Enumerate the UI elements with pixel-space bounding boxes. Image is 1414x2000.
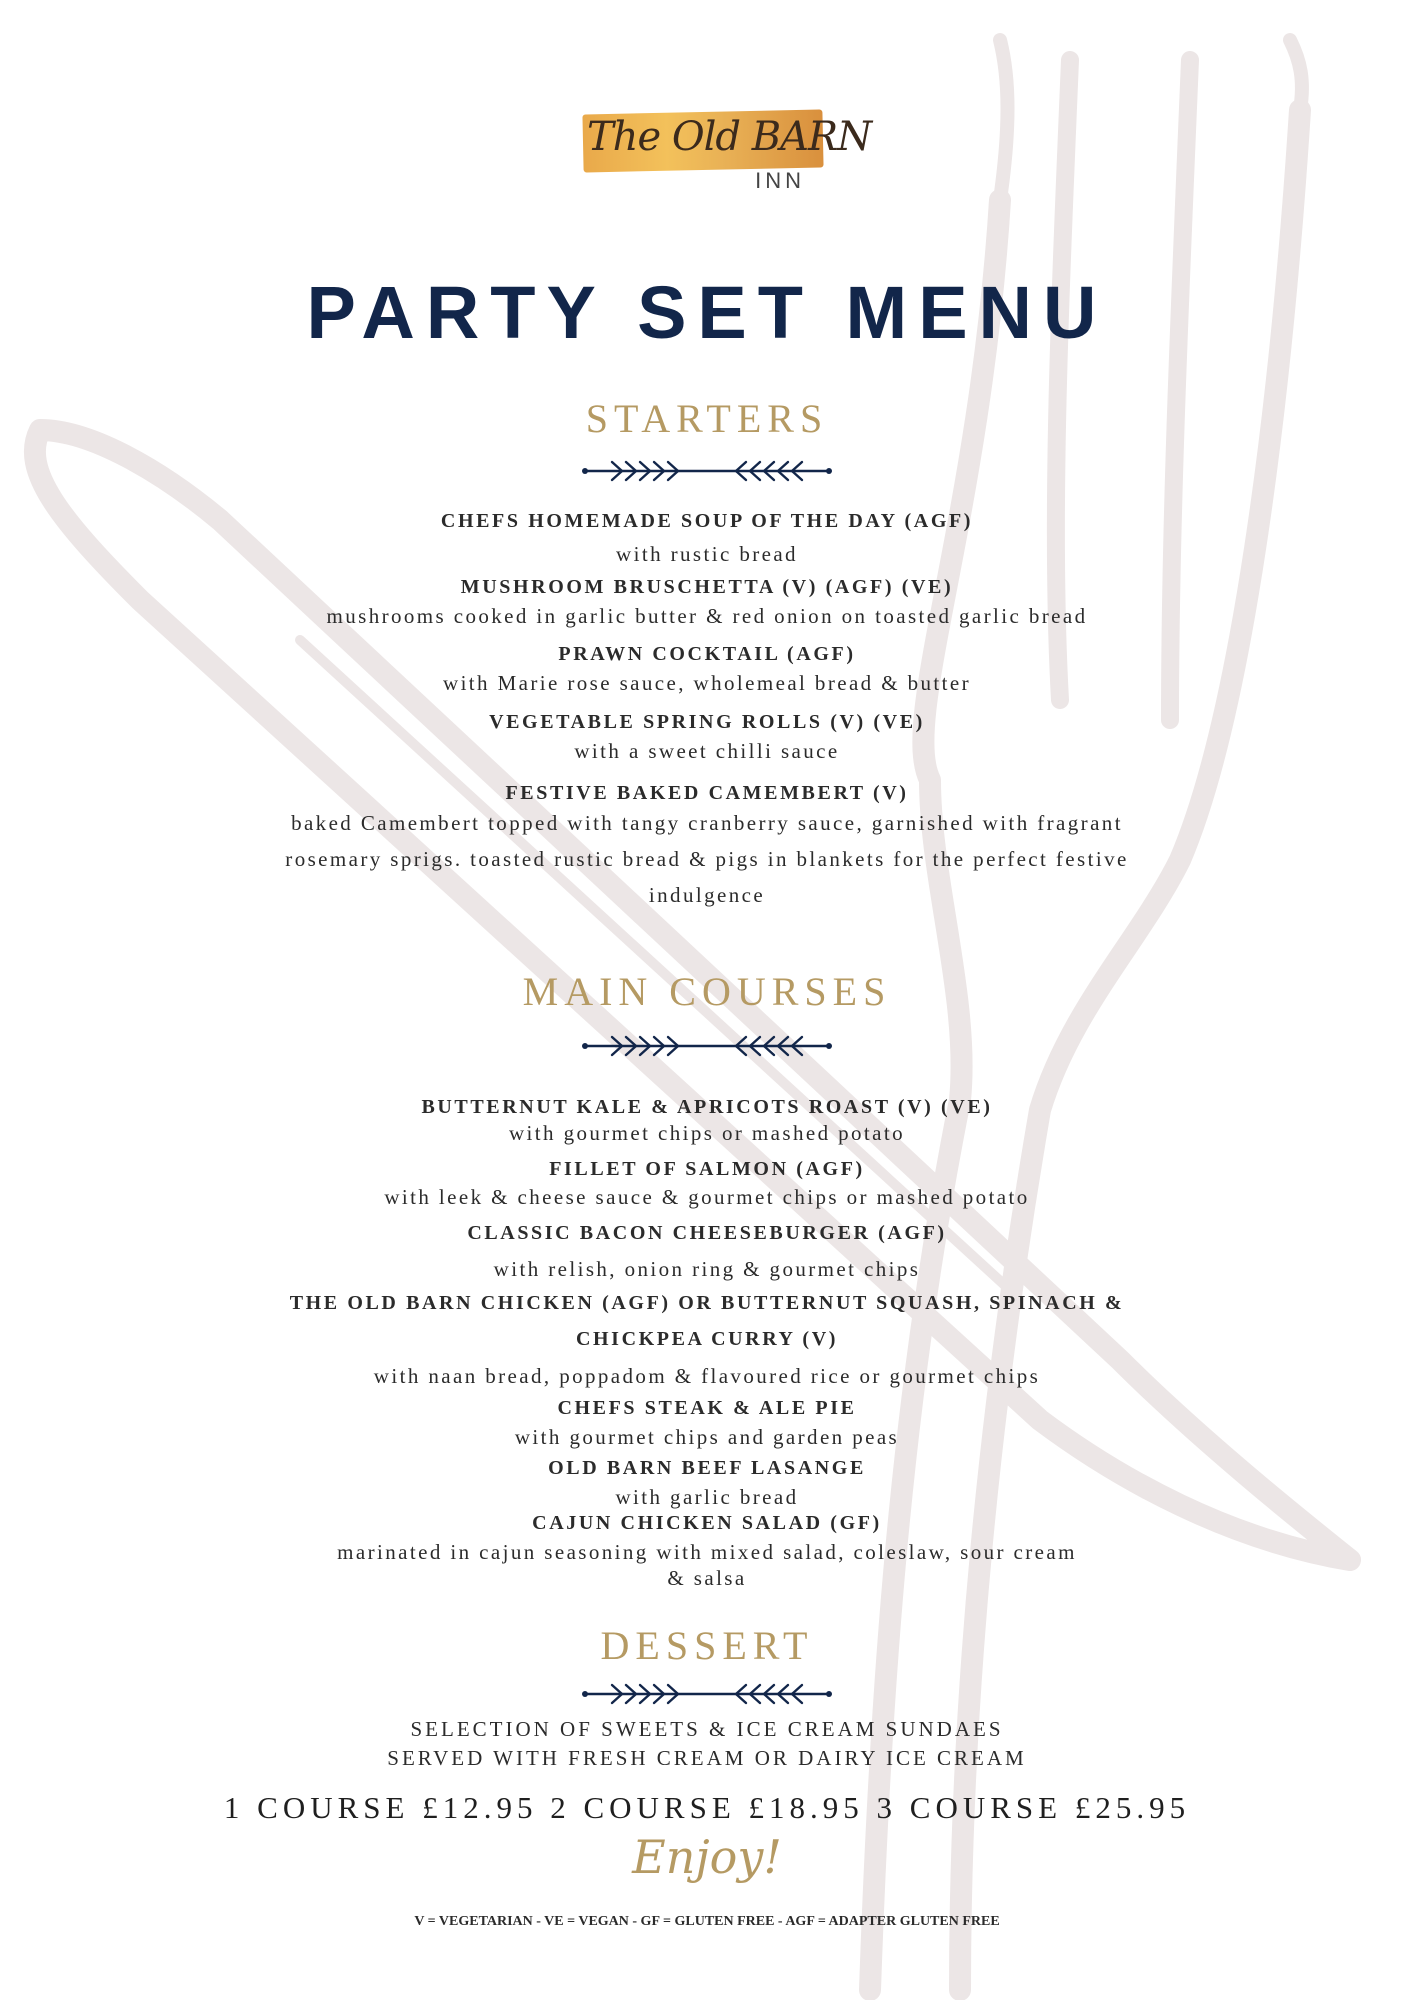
arrow-divider-icon [582,458,832,484]
menu-item-name: OLD BARN BEEF LASANGE [548,1457,866,1479]
menu-item-description: with Marie rose sauce, wholemeal bread & butter [443,671,971,695]
menu-item-name: CHEFS HOMEMADE SOUP OF THE DAY (AGF) [440,510,974,532]
menu-item-description: with naan bread, poppadom & flavoured rice or gourmet chips [373,1364,1041,1388]
menu-item-description: baked Camembert topped with tangy cranberry sauce, garnished with fragrant [291,811,1123,835]
arrow-divider-icon [582,1681,832,1707]
section-heading-starters: STARTERS [585,396,829,441]
menu-item-description: with rustic bread [616,542,798,566]
menu-item-description: with gourmet chips and garden peas [514,1425,900,1449]
dietary-legend: V = VEGETARIAN - VE = VEGAN - GF = GLUTEN FREE - AGF = ADAPTER GLUTEN FREE [414,1914,1000,1929]
menu-item-description: & salsa [667,1566,747,1590]
menu-item-description: marinated in cajun seasoning with mixed salad, coleslaw, sour cream [337,1540,1077,1564]
closing-text: Enjoy! [632,1830,782,1884]
menu-item-description: with gourmet chips or mashed potato [508,1121,906,1145]
menu-item-description: rosemary sprigs. toasted rustic bread & pigs in blankets for the perfect festive [285,847,1129,871]
menu-item-name: FILLET OF SALMON (AGF) [549,1158,865,1180]
arrow-divider-icon [582,1033,832,1059]
menu-item-name: CHICKPEA CURRY (V) [575,1328,838,1350]
logo [583,112,872,194]
dessert-line: SERVED WITH FRESH CREAM OR DAIRY ICE CREAM [387,1746,1027,1770]
course-prices: 1 COURSE £12.95 2 COURSE £18.95 3 COURSE £25.95 [223,1790,1191,1825]
menu-item-name: CHEFS STEAK & ALE PIE [557,1397,857,1419]
section-heading-main-courses: MAIN COURSES [522,969,892,1014]
menu-item-name: CAJUN CHICKEN SALAD (GF) [532,1512,882,1534]
menu-item-description: with a sweet chilli sauce [574,739,840,763]
menu-item-description: mushrooms cooked in garlic butter & red onion on toasted garlic bread [326,604,1088,628]
menu-item-name: THE OLD BARN CHICKEN (AGF) OR BUTTERNUT SQUASH, SPINACH & [289,1292,1125,1314]
menu-item-name: BUTTERNUT KALE & APRICOTS ROAST (V) (VE) [421,1096,993,1118]
menu-item-name: PRAWN COCKTAIL (AGF) [558,643,856,665]
page-title: PARTY SET MENU [306,271,1108,354]
menu-item-description: indulgence [648,883,766,907]
menu-item-name: VEGETABLE SPRING ROLLS (V) (VE) [489,711,925,733]
dessert-line: SELECTION OF SWEETS & ICE CREAM SUNDAES [410,1717,1004,1741]
menu-item-name: FESTIVE BAKED CAMEMBERT (V) [505,782,909,804]
menu-item-description: with leek & cheese sauce & gourmet chips or mashed potato [384,1185,1030,1209]
section-heading-dessert: DESSERT [600,1623,814,1668]
menu-item-name: CLASSIC BACON CHEESEBURGER (AGF) [467,1222,947,1244]
logo-text: The Old BARN [587,114,872,160]
menu-item-description: with relish, onion ring & gourmet chips [493,1257,921,1281]
logo-subtext: INN [755,168,805,193]
menu-item-name: MUSHROOM BRUSCHETTA (V) (AGF) (VE) [460,576,954,598]
menu-item-description: with garlic bread [615,1485,799,1509]
